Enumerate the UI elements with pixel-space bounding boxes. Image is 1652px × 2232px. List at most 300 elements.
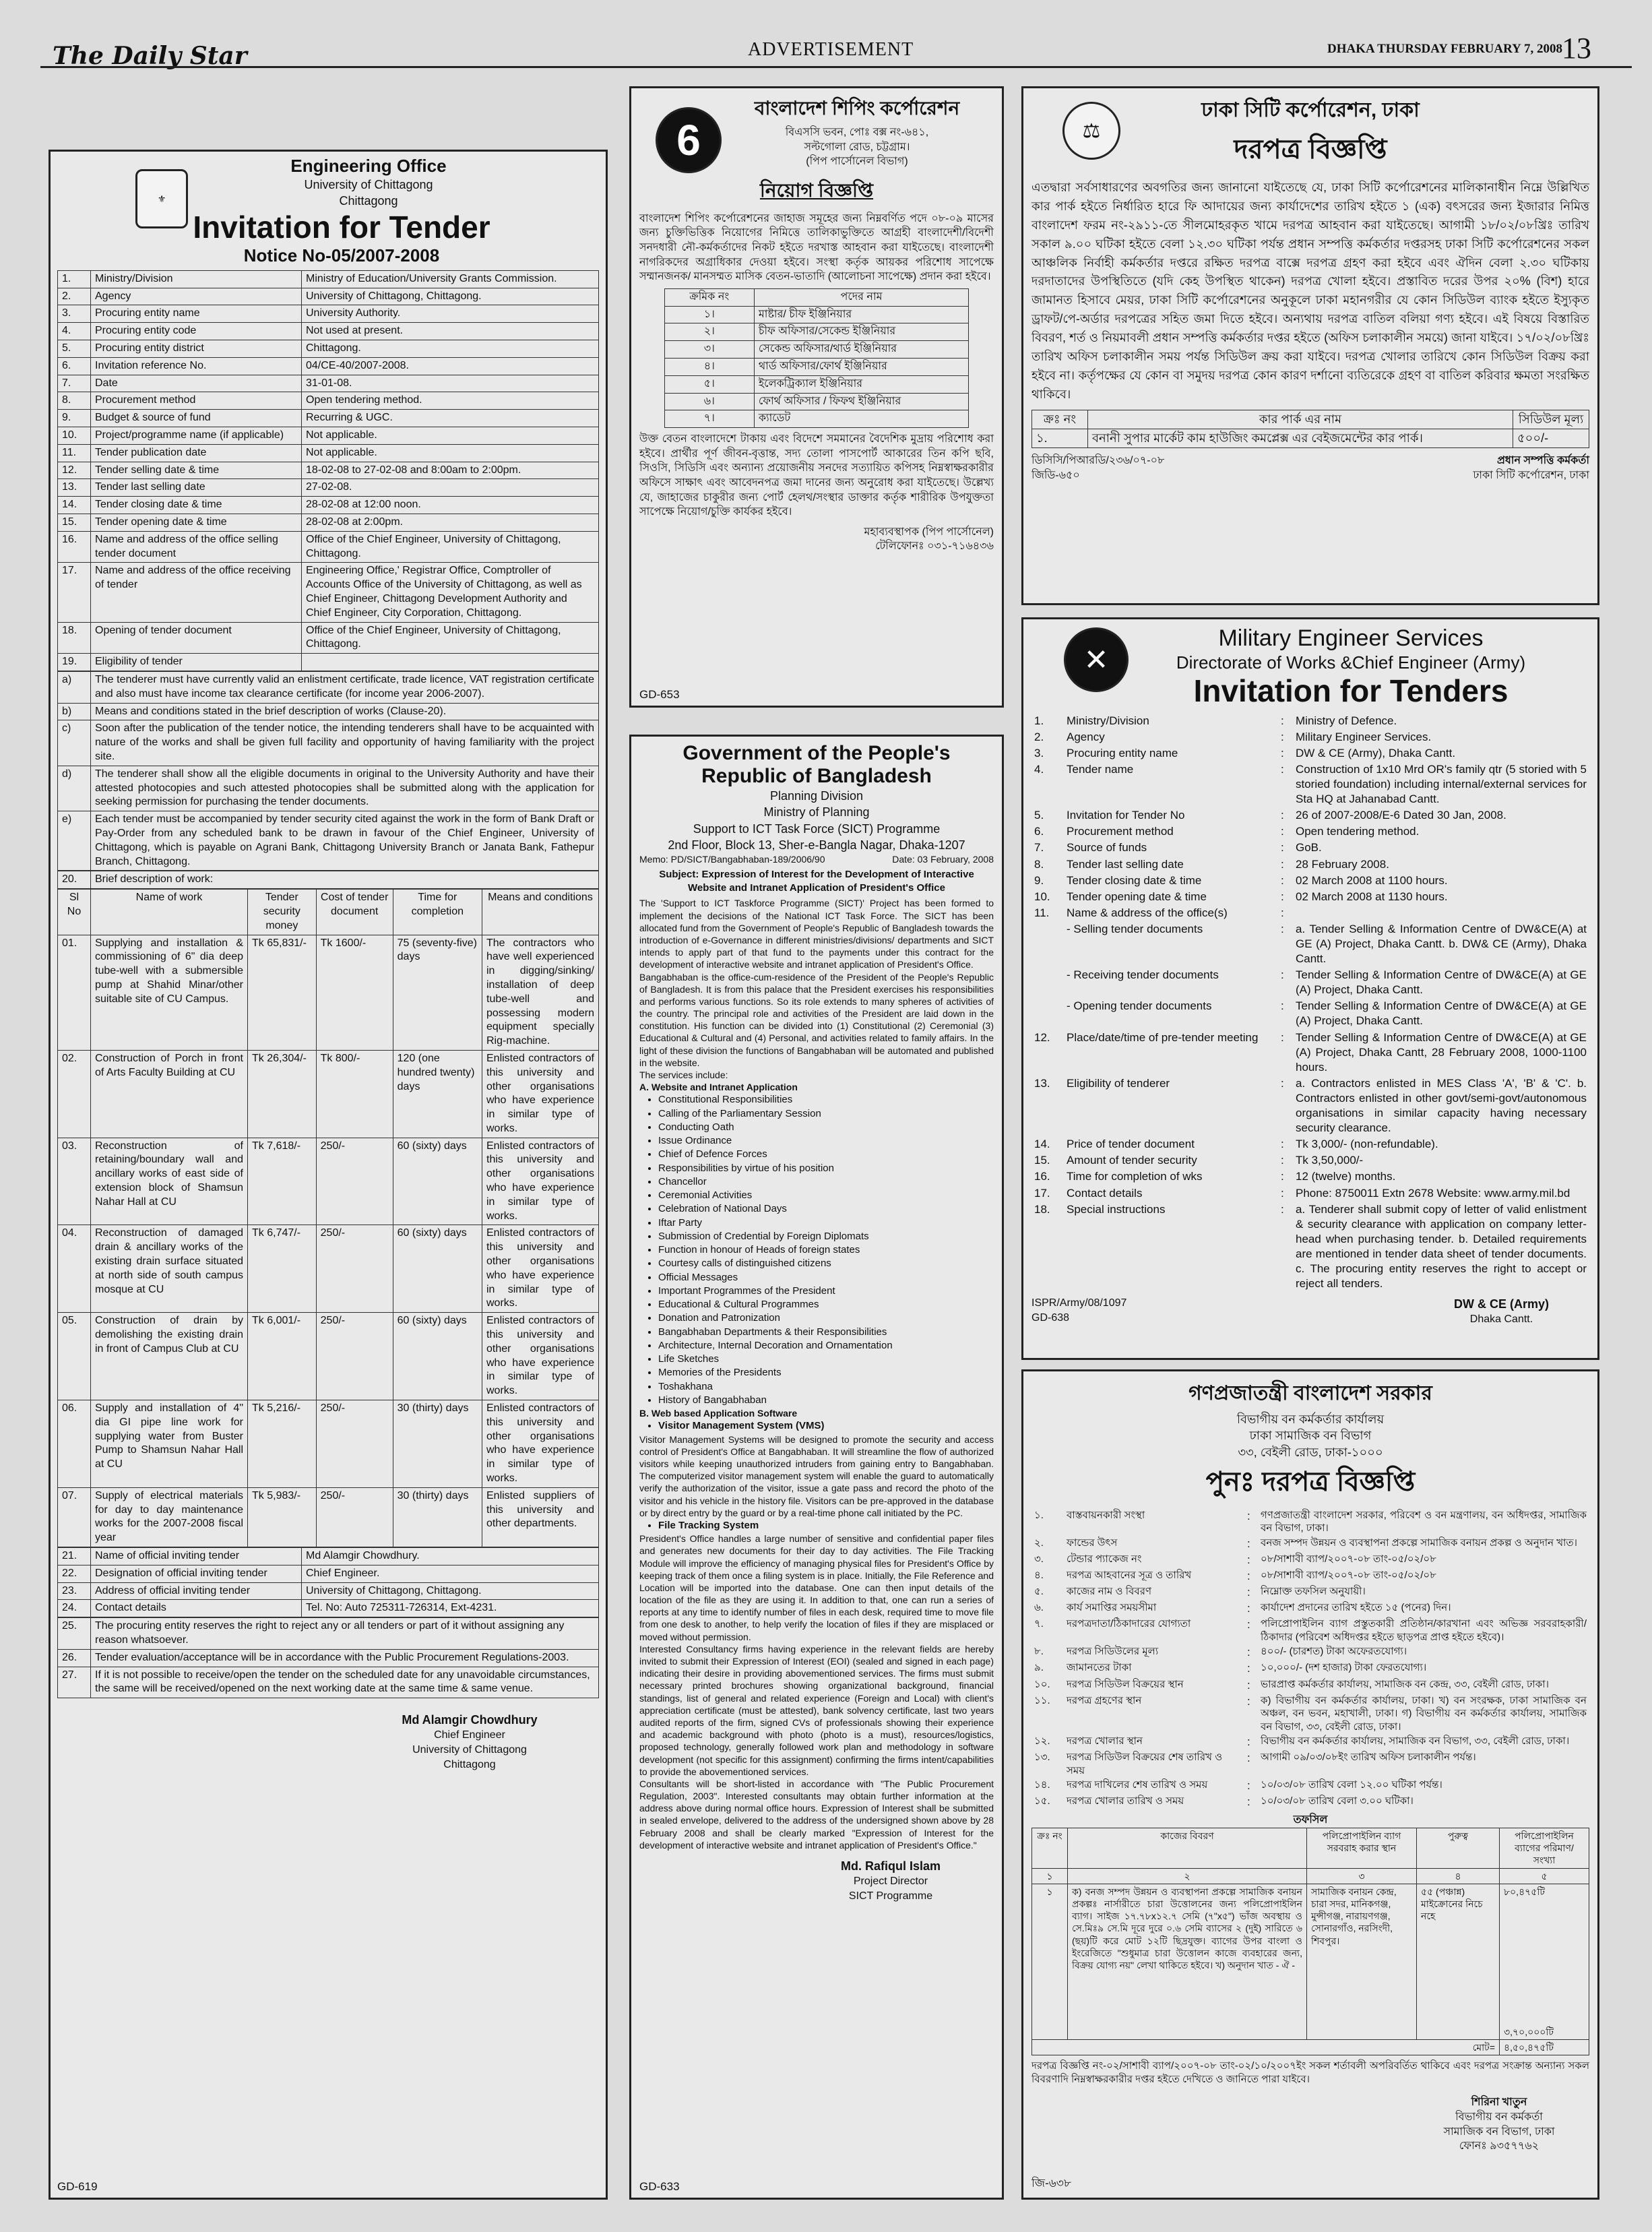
colon: : <box>1281 906 1284 919</box>
row-label: Tender last selling date <box>1067 857 1184 871</box>
row-no: 17. <box>1034 1186 1050 1200</box>
works-security: Tk 6,747/- <box>248 1225 317 1313</box>
post-name: থার্ড অফিসার/ফোর্থ ইঞ্জিনিয়ার <box>754 358 968 375</box>
masthead-rule <box>40 66 1632 68</box>
note-text: Tender evaluation/acceptance will be in accordance with the Public Procurement Regulations-2003. <box>91 1649 599 1667</box>
colon: : <box>1281 730 1284 743</box>
sict-vms-text: Visitor Management Systems will be designed to promote the security and access control of President's Office at Bangabhaban. It will streamline the flow of authorized visitors while keeping unauthorized intruders from gaining entry to Bangabhaban. The computerized visitor management system will enable the guard to automatically verify the authorization of the visitor, issue a gate pass and record the photo of the visitor and his vehicle in the history file. Visitors can be pre-approved in the database or by direct entry by the guard or by a real-time phone call initiated by the PC. <box>639 1433 994 1518</box>
table-row <box>1031 1794 1589 1810</box>
row-label: Agency <box>91 288 302 305</box>
sched-total-label-cell <box>1032 2040 1500 2055</box>
row-label: Opening of tender document <box>91 622 302 654</box>
sict-list-a <box>639 1093 994 1407</box>
table-row <box>58 531 599 563</box>
bsc-addr1: বিএসসি ভবন, পোঃ বক্স নং-৬৪১, <box>785 127 929 138</box>
table-row <box>1032 1828 1589 1869</box>
row-no: 1. <box>1034 714 1044 727</box>
post-no: ৩। <box>664 341 754 359</box>
row-value: Chief Engineer. <box>302 1565 599 1582</box>
works-name: Construction of Porch in front of Arts Faculty Building at CU <box>91 1050 248 1138</box>
table-row <box>1031 873 1589 889</box>
table-row <box>58 1618 599 1650</box>
paper-name: The Daily Star <box>53 42 247 70</box>
mes-dir: Directorate of Works &Chief Engineer (Army) <box>1176 652 1526 673</box>
row-no: ৪. <box>1034 1570 1044 1582</box>
dcc-sign2: ঢাকা সিটি কর্পোরেশন, ঢাকা <box>1473 470 1589 482</box>
sched-index: ৩ <box>1307 1868 1417 1884</box>
table-row <box>58 563 599 622</box>
row-value: 02 March 2008 at 1130 hours. <box>1296 890 1448 903</box>
sict-consult-text: Interested Consultancy firms having experience in the relevant fields are hereby invited to submit their Expression of Interest (EOI) (sealed and signed in each page) indicating their desire in providing abovementioned services. The firms must submit necessary printed brochures showing organizational background, financial standings, list of general and related experience (Foreign and Local) with client's appreciation certificate (must be attested), bank solvency certificate, last two years audited reports of the firm, signed CVs of professionals showing their experience and academic background with photo (photo is a must), resources/logistics, proposed technology, generally followed work plan and methodology in software development (not specific for this assignment) confirming the firms intent/capabilities to provide the abovementioned services. <box>639 1643 994 1777</box>
row-value: Tender Selling & Information Centre of DW&CE(A) at GE (A) Project, Dhaka Cantt. <box>1296 968 1587 997</box>
works-time: 30 (thirty) days <box>393 1487 482 1547</box>
row-value: ভারপ্রাপ্ত কর্মকর্তার কার্যালয়, সামাজিক বন কেন্দ্র, ৩৩, বেইলী রোড, ঢাকা। <box>1261 1678 1549 1690</box>
table-row <box>1031 1750 1589 1778</box>
forest-ad <box>1021 1369 1599 2200</box>
mes-ref: ISPR/Army/08/1097 <box>1031 1297 1127 1309</box>
works-name: Supplying and installation & commissioning of 6" dia deep tube-well with a submersible pump at Shahid Minar/other suitable site of CU Campus. <box>91 935 248 1050</box>
post-no: ৬। <box>664 393 754 410</box>
bsc-ad <box>629 86 1004 708</box>
row-label: Invitation reference No. <box>91 357 302 375</box>
table-row <box>58 935 599 1050</box>
row-label: Budget & source of fund <box>91 410 302 427</box>
colon: : <box>1281 809 1284 822</box>
sict-ministry: Ministry of Planning <box>763 805 870 819</box>
sched-header: কাজের বিবরণ <box>1068 1828 1307 1869</box>
table-row <box>58 323 599 340</box>
cu-tender-ad <box>49 150 608 2200</box>
table-row <box>664 323 968 341</box>
dateline: DHAKA THURSDAY FEBRUARY 7, 2008 <box>1327 42 1562 56</box>
cu-sign-title: Chief Engineer <box>434 1729 505 1741</box>
row-no: ২. <box>1034 1537 1044 1549</box>
table-row <box>1031 840 1589 856</box>
row-label: Eligibility of tender <box>91 654 302 671</box>
sched-index: ১ <box>1032 1868 1068 1884</box>
table-row <box>664 393 968 410</box>
works-header: Sl No <box>58 890 91 935</box>
list-item: • Function in honour of Heads of foreign states <box>658 1243 994 1257</box>
table-row <box>58 1548 599 1566</box>
row-no: 13. <box>58 479 91 497</box>
row-no: 7. <box>58 375 91 392</box>
row-no <box>1031 967 1064 998</box>
row-label: Agency <box>1067 730 1105 743</box>
sict-consult-text2: Consultants will be short-listed in accordance with "The Public Procurement Regulation, 2003". Interested consultants may obtain further information at the address above during normal office hours. Expression of Interest shall be submitted in sealed envelope, delivered to the address of the undersigned shown above by 28 February 2008 and shall be clearly marked "Expression of Interest for the development of interactive website and intranet application of President's Office." <box>639 1778 994 1851</box>
table-row <box>1032 1868 1589 1884</box>
row-label: Eligibility of tenderer <box>1067 1076 1170 1090</box>
row-value: 28-02-08 at 2:00pm. <box>302 514 599 532</box>
forest-sign-phone: ফোনঃ ৯৩৫৭৭৬২ <box>1459 2140 1539 2152</box>
colon: : <box>1281 857 1284 871</box>
table-row <box>58 479 599 497</box>
sched-no: ১ <box>1032 1884 1068 2039</box>
colon: : <box>1247 1509 1250 1522</box>
note-no: 26. <box>58 1649 91 1667</box>
bsc-org: বাংলাদেশ শিপিং কর্পোরেশন <box>754 98 960 119</box>
post-no: ২। <box>664 323 754 341</box>
cu-notice-no: Notice No-05/2007-2008 <box>243 245 440 266</box>
table-row <box>58 1649 599 1667</box>
row-value: ১০/০৩/০৮ তারিখ বেলা ৩.০০ ঘটিকা। <box>1261 1795 1413 1807</box>
row-value: Tk 3,50,000/- <box>1296 1154 1364 1167</box>
row-value: University Authority. <box>302 305 599 323</box>
row-label: Procuring entity name <box>1067 746 1178 760</box>
table-row <box>1031 1601 1589 1617</box>
table-row <box>1031 1694 1589 1735</box>
bsc-gd: GD-653 <box>639 688 680 701</box>
row-label: দরপত্র খোলার তারিখ ও সময় <box>1067 1795 1184 1807</box>
row-label: Invitation for Tender No <box>1067 809 1185 822</box>
row-value: Construction of 1x10 Mrd OR's family qtr (5 storied with 5 storied foundation) including internal/external services for Sta HQ at Jahanabad Cantt. <box>1296 762 1587 806</box>
row-no <box>1031 998 1064 1029</box>
dcc-ref: ডিসিসি/পিআরডি/২৩৬/০৭-০৮ <box>1031 455 1165 467</box>
eligibility-key: d) <box>58 766 91 811</box>
sict-memo: Memo: PD/SICT/Bangabhaban-189/2006/90 <box>639 854 825 865</box>
table-row <box>1031 1169 1589 1185</box>
post-no: ৪। <box>664 358 754 375</box>
list-item: • Courtesy calls of distinguished citizens <box>658 1257 994 1270</box>
note-no: 27. <box>58 1667 91 1698</box>
sict-gov1: Government of the People's <box>682 742 951 764</box>
sched-qty-2: ৩,৭০,০০০টি <box>1504 2026 1554 2037</box>
dcc-price: ৫০০/- <box>1513 429 1589 448</box>
cu-sign-org: University of Chittagong <box>412 1744 527 1756</box>
cu-gd: GD-619 <box>57 2180 98 2193</box>
table-row <box>58 444 599 462</box>
table-row <box>1031 1734 1589 1750</box>
works-name: Reconstruction of retaining/boundary wall and ancillary works of east side of extension block of Shamsun Nahar Hall at CU <box>91 1138 248 1225</box>
sched-qty <box>1500 1884 1589 2039</box>
row-value: 28-02-08 at 12:00 noon. <box>302 497 599 514</box>
eligibility-text: Means and conditions stated in the brief description of works (Clause-20). <box>91 703 599 720</box>
row-no: 16. <box>58 531 91 563</box>
sict-fts-title: • File Tracking System <box>658 1519 994 1532</box>
row-value: Office of the Chief Engineer, University of Chittagong, Chittagong. <box>302 531 599 563</box>
row-no: 23. <box>58 1582 91 1600</box>
table-row <box>664 306 968 323</box>
table-row <box>58 1313 599 1400</box>
table-row <box>1031 745 1589 762</box>
masthead <box>0 0 1652 70</box>
works-sl: 02. <box>58 1050 91 1138</box>
works-header: Cost of tender document <box>316 890 393 935</box>
sict-division: Planning Division <box>769 789 864 803</box>
cu-works-table <box>57 889 599 1547</box>
table-row <box>1031 921 1589 967</box>
row-label: Date <box>91 375 302 392</box>
table-row <box>58 514 599 532</box>
table-row <box>1031 1552 1589 1568</box>
row-no: ৩. <box>1034 1553 1044 1565</box>
list-item: • Official Messages <box>658 1271 994 1284</box>
row-value: Office of the Chief Engineer, University of Chittagong, Chittagong. <box>302 622 599 654</box>
row-label: Tender name <box>1067 762 1134 776</box>
row-no: ১৪. <box>1034 1779 1050 1791</box>
works-means: Enlisted contractors of this university and other organisations who have experience in similar type of works. <box>482 1400 599 1488</box>
cu-eligibility-table <box>57 671 599 871</box>
table-row <box>58 1050 599 1138</box>
post-no: ১। <box>664 306 754 323</box>
table-row <box>58 375 599 392</box>
works-name: Supply of electrical materials for day to day maintenance works for the 2007-2008 fiscal year <box>91 1487 248 1547</box>
dcc-table <box>1031 410 1589 449</box>
row-no: 3. <box>58 305 91 323</box>
posts-header: ক্রমিক নং <box>664 288 754 306</box>
row-label: Ministry/Division <box>1067 714 1149 727</box>
colon: : <box>1247 1602 1250 1615</box>
row-value: GoB. <box>1296 841 1322 855</box>
row-value: নিম্নোক্ত তফসিল অনুযায়ী। <box>1261 1586 1366 1598</box>
eligibility-key: e) <box>58 811 91 871</box>
sict-section-a: A. Website and Intranet Application <box>639 1082 798 1093</box>
works-security: Tk 5,216/- <box>248 1400 317 1488</box>
works-means: The contractors who have well experienced in digging/sinking/ installation of deep tube-well and possessing modern equipment specially Rig-machine. <box>482 935 599 1050</box>
row-value: Tel. No: Auto 725311-726314, Ext-4231. <box>302 1600 599 1617</box>
row-label: Tender publication date <box>91 444 302 462</box>
row-no: 9. <box>1034 873 1044 887</box>
mes-title: Invitation for Tenders <box>1193 673 1508 708</box>
row-value: a. Tenderer shall submit copy of letter of valid enlistment & security clearance with application on company letter-head when purchasing tender. b. Detailed requirements are mentioned in tender data sheet of tender documents. c. The procuring entity reserves the right to accept or reject all tenders. <box>1296 1202 1587 1291</box>
row-label: Tender opening date & time <box>1067 890 1207 903</box>
table-row <box>1031 729 1589 745</box>
sched-index: ৫ <box>1500 1868 1589 1884</box>
row-no: 10. <box>1034 890 1050 903</box>
list-item: • Bangabhaban Departments & their Responsibilities <box>658 1326 994 1339</box>
cu-university: University of Chittagong <box>304 178 433 192</box>
works-sl: 01. <box>58 935 91 1050</box>
list-item: • Celebration of National Days <box>658 1202 994 1216</box>
row-no: 7. <box>1034 841 1044 855</box>
works-header: Name of work <box>91 890 248 935</box>
row-no: ১৫. <box>1034 1795 1050 1807</box>
table-row <box>1031 857 1589 873</box>
row-label: দরপত্র দাখিলের শেষ তারিখ ও সময় <box>1067 1779 1208 1791</box>
row-value: 28 February 2008. <box>1296 857 1389 871</box>
works-means: Enlisted contractors of this university and other organisations who have experience in similar type of works. <box>482 1225 599 1313</box>
list-item: • Issue Ordinance <box>658 1134 994 1148</box>
sched-total-label: মোট= <box>1472 2042 1495 2053</box>
bsc-addr3: (পিপ পার্সোনেল বিভাগ) <box>806 156 908 168</box>
bsc-posts-table <box>664 288 969 428</box>
list-item: • Conducting Oath <box>658 1121 994 1134</box>
row-no: ৭. <box>1034 1618 1044 1630</box>
sict-services-label: The services include: <box>639 1070 728 1080</box>
works-means: Enlisted suppliers of this university and other departments. <box>482 1487 599 1547</box>
colon: : <box>1281 746 1284 760</box>
row-value: Md Alamgir Chowdhury. <box>302 1548 599 1566</box>
list-item: • Donation and Patronization <box>658 1311 994 1325</box>
row-label: - Receiving tender documents <box>1067 968 1219 982</box>
row-no: 13. <box>1034 1076 1050 1090</box>
cu-title: Invitation for Tender <box>193 209 490 245</box>
colon: : <box>1281 873 1284 887</box>
row-value: 31-01-08. <box>302 375 599 392</box>
row-label: Tender opening date & time <box>91 514 302 532</box>
list-item: • Memories of the Presidents <box>658 1366 994 1380</box>
works-time: 120 (one hundred twenty) days <box>393 1050 482 1138</box>
bsc-body: বাংলাদেশ শিপিং কর্পোরেশনের জাহাজ সমূহের জন্য নিম্নবর্ণিত পদে ০৮-০৯ মাসের জন্য চুক্তিভিত্তিক নিয়োগের নিমিত্তে তালিকাভুক্তিতে আগ্রহী বাংলাদেশী/বিদেশী সনদধারী নৌ-কর্মকর্তাদের নিকট হইতে দরখাস্ত আহবান করা যাইতেছে। বাংলাদেশী নাগরিকদের অগ্রাধিকার দেওয়া হইবে। সংস্থা কর্তৃক আয়কর পরিশোধ সাপেক্ষে সম্মানজনক/ মানসম্মত মাসিক বেতন-ভাতাদি (আলোচনা সাপেক্ষে) প্রদান করা হইবে। <box>639 212 994 283</box>
cu-sign-city: Chittagong <box>443 1758 496 1770</box>
row-no: ৫. <box>1034 1586 1044 1598</box>
row-value: ০৮/সাশাবী ব্যাপ/২০০৭-০৮ তাং-০৫/০২/০৮ <box>1261 1570 1436 1582</box>
sict-fts-text: President's Office handles a large number of sensitive and confidential paper files and generates new documents for their day to day activities. The File Tracking Module will improve the efficiency of managing physical files for President's Office by keeping track of them once a filing system is in place. Initially, the File Reference and Location will be imported into the database. One can then input details of the location of the file as they are using it. In addition to that, one can run a series of reports at any time to identify number of files in each desk, required time to move file from one desk to another, to help verify the location of files if they are misplaced or moved without permission. <box>639 1533 994 1642</box>
cu-city: Chittagong <box>339 194 398 208</box>
cu-seal-icon: ⚜ <box>135 169 188 228</box>
cu-tail-table <box>57 1547 599 1617</box>
row-value <box>1293 905 1589 921</box>
row-label: বাস্তবায়নকারী সংস্থা <box>1067 1509 1145 1521</box>
row-value: Ministry of Defence. <box>1296 714 1397 727</box>
cu-org: Engineering Office <box>290 156 447 176</box>
colon: : <box>1281 1202 1284 1216</box>
note-text: If it is not possible to receive/open the tender on the scheduled date for any unavoidable circumstances, the same will be received/opened on the next working date at the same time & same venue. <box>91 1667 599 1698</box>
row-label: দরপত্র সিডিউলের মূল্য <box>1067 1646 1159 1658</box>
table-row <box>1031 1536 1589 1552</box>
table-row <box>1031 1508 1589 1536</box>
row-no: ১. <box>1034 1509 1044 1521</box>
forest-gov: গণপ্রজাতন্ত্রী বাংলাদেশ সরকার <box>1188 1382 1432 1404</box>
row-label: Address of official inviting tender <box>91 1582 302 1600</box>
colon: : <box>1247 1646 1250 1659</box>
colon: : <box>1281 841 1284 855</box>
table-row <box>1031 807 1589 824</box>
row-no: 4. <box>1034 762 1044 776</box>
sched-header: ক্রঃ নং <box>1032 1828 1068 1869</box>
section-label: ADVERTISEMENT <box>748 39 914 60</box>
table-row <box>1031 1202 1589 1293</box>
table-row <box>58 427 599 445</box>
colon: : <box>1281 1186 1284 1200</box>
colon: : <box>1281 825 1284 838</box>
row-no: ৯. <box>1034 1662 1044 1674</box>
colon: : <box>1247 1586 1250 1599</box>
row-label: দরপত্রদাতা/ঠিকাদারের যোগ্যতা <box>1067 1618 1191 1630</box>
sict-gov2: Republic of Bangladesh <box>701 765 932 787</box>
row-no: 8. <box>1034 857 1044 871</box>
row-value: আগামী ০৯/০৩/০৮ইং তারিখ অফিস চলাকালীন পর্যন্ত। <box>1261 1752 1476 1764</box>
colon: : <box>1247 1735 1250 1749</box>
works-sl: 05. <box>58 1313 91 1400</box>
dcc-seal-icon: ⚖ <box>1062 102 1120 160</box>
row-label: Price of tender document <box>1067 1138 1195 1151</box>
colon: : <box>1281 714 1284 727</box>
works-time: 60 (sixty) days <box>393 1138 482 1225</box>
row-no <box>1031 921 1064 967</box>
works-security: Tk 26,304/- <box>248 1050 317 1138</box>
bsc-addr2: সল্টগোলা রোড, চট্টগ্রাম। <box>804 141 910 153</box>
bsc-title: নিয়োগ বিজ্ঞপ্তি <box>759 179 874 201</box>
row-label: Contact details <box>91 1600 302 1617</box>
row-no: 5. <box>58 340 91 358</box>
works-cost: 250/- <box>316 1225 393 1313</box>
page-number: 13 <box>1562 32 1591 65</box>
row-no: 19. <box>58 654 91 671</box>
mes-org: Military Engineer Services <box>1218 625 1484 651</box>
posts-header: পদের নাম <box>754 288 968 306</box>
table-row <box>1032 1884 1589 2039</box>
row-value: Open tendering method. <box>1296 825 1420 838</box>
row-value: ০৮/সাশাবী ব্যাপ/২০০৭-০৮ তাং-০৫/০২/০৮ <box>1261 1553 1436 1565</box>
forest-address: ৩৩, বেইলী রোড, ঢাকা-১০০০ <box>1238 1445 1383 1459</box>
row-label: কার্য সমাপ্তির সময়সীমা <box>1067 1602 1157 1614</box>
works-header: Means and conditions <box>482 890 599 935</box>
row-no: ৮. <box>1034 1646 1044 1658</box>
row-value: ৪০০/- (চারশত) টাকা অফেরতযোগ্য। <box>1261 1646 1407 1658</box>
row-value: ১০,০০০/- (দশ হাজার) টাকা ফেরতযোগ্য। <box>1261 1662 1427 1674</box>
works-cost: 250/- <box>316 1487 393 1547</box>
row-label: ফান্ডের উৎস <box>1067 1537 1118 1549</box>
row-label: - Opening tender documents <box>1067 999 1212 1013</box>
row-value: Tender Selling & Information Centre of DW&CE(A) at GE (A) Project, Dhaka Cantt. <box>1296 999 1587 1028</box>
row-value: University of Chittagong, Chittagong. <box>302 288 599 305</box>
row-value: Not applicable. <box>302 444 599 462</box>
sict-sign-title: Project Director <box>853 1876 928 1888</box>
row-value: Open tendering method. <box>302 392 599 410</box>
row-value <box>302 654 599 671</box>
works-security: Tk 6,001/- <box>248 1313 317 1400</box>
colon: : <box>1281 922 1284 935</box>
row-no: 11. <box>1034 906 1050 919</box>
works-sl: 04. <box>58 1225 91 1313</box>
dcc-gd: জিডি-৬৫০ <box>1031 470 1080 482</box>
table-row <box>58 890 599 935</box>
mes-sign1: DW & CE (Army) <box>1453 1297 1549 1311</box>
row-label: Procuring entity code <box>91 323 302 340</box>
table-row <box>1032 429 1589 448</box>
table-row <box>1031 889 1589 905</box>
sched-qty-1: ৮০,৪৭৫টি <box>1504 1886 1545 1897</box>
forest-schedule-title: তফসিল <box>1293 1814 1328 1826</box>
eligibility-key: a) <box>58 671 91 703</box>
cu-sign-name: Md Alamgir Chowdhury <box>402 1713 538 1727</box>
dcc-body: এতদ্বারা সর্বসাধারণের অবগতির জন্য জানানো যাইতেছে যে, ঢাকা সিটি কর্পোরেশনের মালিকানাধীন নিম্নে উল্লিখিত কার পার্ক হইতে নির্ধারিত হারে ফি আদায়ের জন্য কার্যাদেশের তারিখ হইতে ১ (এক) বৎসরের জন্য ইজারার নিমিত্ত বাংলাদেশ ফরম নং-২৯১১-তে সীলমোহরকৃত খামে দরপত্র আহবান করা যাইতেছে। আগামী ১৮/০২/০৮খ্রিঃ তারিখ সকাল ৯.০০ ঘটিকা হইতে বেলা ১২.৩০ ঘটিকা পর্যন্ত প্রধান সম্পত্তি কর্মকর্তার দপ্তরসহ ঢাকা সিটি কর্পোরেশনের সকল আঞ্চলিক নির্বাহী কর্মকর্তার দপ্তরে রক্ষিত দরপত্র বাক্সে দরপত্র গ্রহণ করা হইবে এবং ঐদিন বেলা ২.৩০ ঘটিকায় দরদাতাদের উপস্থিতিতে (যদি কেহ উপস্থিত থাকেন) দরপত্র খোলা হইবে। প্রস্তাবিত দরের উপর ২০% (বিশ) হারে জামানত হিসাবে মেয়র, ঢাকা সিটি কর্পোরেশনের অনুকূলে ঢাকা মহানগরীর যে কোন সিডিউল ব্যাংক হইতে ইস্যুকৃত ড্রাফট/পে-অর্ডার দরপত্রের সহিত জমা দিতে হইবে। অন্যথায় দরপত্র বাতিল বলিয়া গণ্য হইবে। এই বিষয়ে বিস্তারিত বিবরণ, শর্ত ও নিয়মাবলী প্রধান সম্পত্তি কর্মকর্তার দপ্তর হইতে (অফিস চলাকালীন সময়ে) জানা যাইবে। ১৭/০২/০৮খ্রিঃ তারিখ অফিস চলাকালীন সময় পর্যন্ত সিডিউল ক্রয় করা যাইবে। দরপত্র খোলার তারিখে কোন সিডিউল বিক্রয় করা হইবে না। কর্তৃপক্ষের যে কোন বা সমুদয় দরপত্র কোন কারণ দর্শানো ব্যতিরেকে গ্রহণ বা বাতিল করিবার ক্ষমতা সংরক্ষিত থাকিবে। <box>1031 181 1589 401</box>
post-name: ফোর্থ অফিসার / ফিফথ ইঞ্জিনিয়ার <box>754 393 968 410</box>
forest-sign-name: শিরিনা খাতুন <box>1471 2097 1527 2109</box>
row-label: - Selling tender documents <box>1067 922 1203 935</box>
row-no: 15. <box>1034 1154 1050 1167</box>
table-row <box>58 654 599 671</box>
table-row <box>1032 2040 1589 2055</box>
list-item: • Ceremonial Activities <box>658 1189 994 1202</box>
row-value: ক) বিভাগীয় বন কর্মকর্তার কার্যালয়, ঢাকা। খ) বন সংরক্ষক, ঢাকা সামাজিক বন অঞ্চল, বন ভবন, মহাখালী, ঢাকা। গ) বিভাগীয় বন কর্মকর্তার কার্যালয়, সামাজিক বন বিভাগ, ৩৩, বেইলী রোড, ঢাকা। <box>1261 1694 1587 1733</box>
row-value: a. Contractors enlisted in MES Class 'A', 'B' & 'C'. b. Contractors enlisted in other govt/semi-govt/autonomous organisations in similar capacity having necessary security clearance. <box>1296 1076 1587 1135</box>
eligibility-key: b) <box>58 703 91 720</box>
sict-gd: GD-633 <box>639 2180 680 2193</box>
row-no: 5. <box>1034 809 1044 822</box>
row-value: Not used at present. <box>302 323 599 340</box>
colon: : <box>1247 1570 1250 1583</box>
row-value: ১০/০৩/০৮ তারিখ বেলা ১২.০০ ঘটিকা পর্যন্ত। <box>1261 1779 1442 1791</box>
row-no: ১০. <box>1034 1678 1050 1690</box>
sict-intro2: Bangabhaban is the office-cum-residence of the President of the People's Republic of Bangladesh. It is from this palace that the President exercises his responsibilities and performs various functions. So its role extends to many spheres of activities of the country. The principal role and activities of the President are laid down in the constitution. His function can be divided into (1) Constitutional (2) Ceremonial (3) Educational & Cultural and (4) Personal, and activities related to family affairs. In the light of these division the functions of Bangabhaban will be automated and published in the website. <box>639 971 994 1068</box>
sict-section-b: B. Web based Application Software <box>639 1408 798 1419</box>
mes-sign2: Dhaka Cantt. <box>1469 1313 1533 1326</box>
list-item: • Responsibilities by virtue of his position <box>658 1162 994 1175</box>
colon: : <box>1281 968 1284 982</box>
works-means: Enlisted contractors of this university and other organisations who have experience in similar type of works. <box>482 1138 599 1225</box>
row-value: পলিপ্রোপাইলিন ব্যাগ প্রস্তুতকারী প্রতিষ্ঠান/কারখানা এবং অভিজ্ঞ সরবরাহকারী/ঠিকাদার (পরিবেশ অধিদপ্তর হইতে ছাড়পত্র প্রাপ্ত হইতে হইবে)। <box>1261 1618 1587 1643</box>
forest-gd: জি-৬৩৮ <box>1031 2177 1071 2190</box>
colon: : <box>1247 1694 1250 1708</box>
colon: : <box>1247 1618 1250 1632</box>
row-no: 6. <box>58 357 91 375</box>
row-no: 12. <box>58 462 91 479</box>
row-no: ১১. <box>1034 1694 1050 1706</box>
table-row <box>58 1138 599 1225</box>
forest-schedule-table <box>1031 1828 1589 2055</box>
